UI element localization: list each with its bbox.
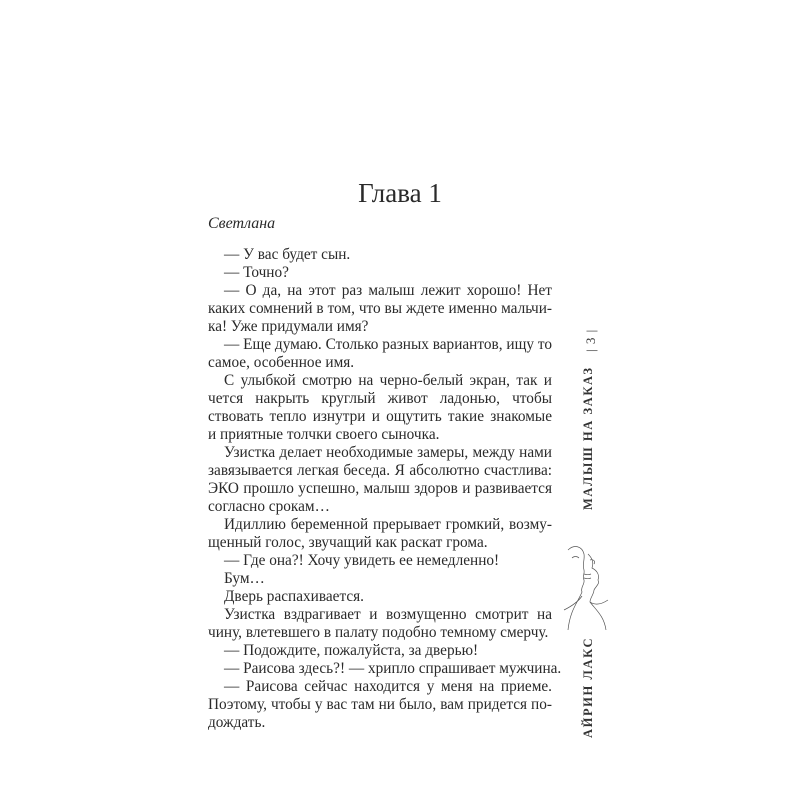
text-line: и приятные толчки своего сыночка. bbox=[208, 426, 440, 443]
text-line: Бум… bbox=[224, 570, 265, 587]
text-line: дождать. bbox=[208, 714, 266, 731]
text-line: — Раисова сейчас находится у меня на приеме. bbox=[224, 678, 552, 695]
author-name: АЙРИН ЛАКС bbox=[581, 636, 595, 738]
text-line: — Где она?! Хочу увидеть ее немедленно! bbox=[224, 552, 500, 569]
text-line: — Еще думаю. Столько разных вариантов, ищу то bbox=[224, 336, 552, 353]
text-line: согласно срокам… bbox=[208, 498, 330, 515]
text-line: Узистка вздрагивает и возмущенно смотрит на bbox=[224, 606, 552, 623]
text-line: чется накрыть круглый живот ладонью, чтобы bbox=[208, 390, 552, 407]
text-line: ЭКО прошло успешно, малыш здоров и развивается bbox=[208, 480, 552, 497]
text-line: Идиллию беременной прерывает громкий, возму- bbox=[224, 516, 552, 533]
text-line: завязывается легкая беседа. Я абсолютно счастлива: bbox=[208, 462, 552, 479]
text-line: Узистка делает необходимые замеры, между нами bbox=[224, 444, 552, 461]
text-line: — О да, на этот раз малыш лежит хорошо! Нет bbox=[224, 282, 552, 299]
text-line: чину, влетевшего в палату подобно темному смерчу. bbox=[208, 624, 549, 641]
text-line: С улыбкой смотрю на черно-белый экран, так и bbox=[224, 372, 552, 389]
narrator-name: Светлана bbox=[208, 215, 276, 232]
page-number: | 3 | bbox=[583, 328, 598, 352]
text-line: Дверь распахивается. bbox=[224, 588, 364, 605]
text-line: ка! Уже придумали имя? bbox=[208, 318, 369, 335]
kiss-illustration-icon bbox=[560, 540, 610, 640]
text-line: каких сомнений в том, что вы ждете именно мальчи- bbox=[208, 300, 552, 317]
text-line: — Точно? bbox=[224, 264, 289, 281]
text-line: — Раисова здесь?! — хрипло спрашивает мужчина. bbox=[224, 660, 562, 677]
body-text bbox=[208, 246, 562, 732]
chapter-title: Глава 1 bbox=[358, 178, 442, 208]
text-line: ствовать тепло изнутри и ощутить такие знакомые bbox=[208, 408, 552, 425]
text-line: — У вас будет сын. bbox=[224, 246, 351, 263]
text-line: — Подождите, пожалуйста, за дверью! bbox=[224, 642, 479, 659]
text-line: щенный голос, звучащий как раскат грома. bbox=[208, 534, 488, 551]
book-title: МАЛЫШ НА ЗАКАЗ bbox=[581, 366, 595, 510]
text-line: Поэтому, чтобы у вас там ни было, вам придется по- bbox=[208, 696, 552, 713]
text-line: самое, особенное имя. bbox=[208, 354, 355, 371]
